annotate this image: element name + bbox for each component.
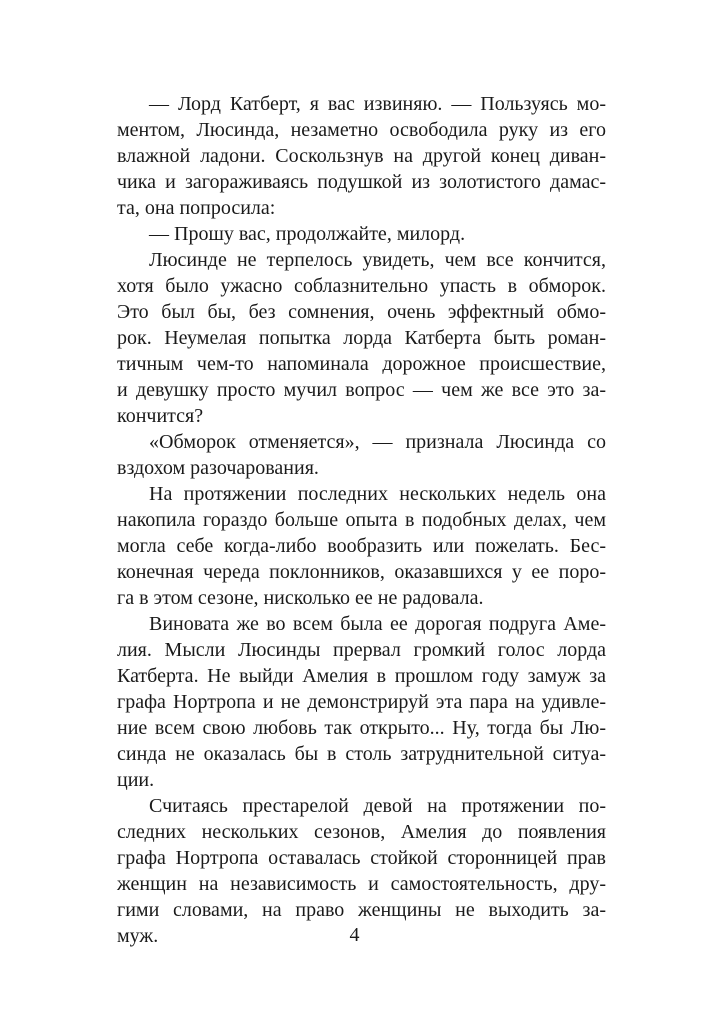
text-line: ние всем свою любовь так открыто... Ну, тогда бы Лю- [117, 717, 606, 739]
text-line: Виновата же во всем была ее дорогая подруга Аме- [149, 613, 606, 635]
text-line: рок. Неумелая попытка лорда Катберта быть роман- [117, 327, 606, 349]
text-line: графа Нортропа оставалась стойкой сторонницей прав [117, 847, 606, 869]
text-line: Считаясь престарелой девой на протяжении по- [149, 795, 606, 817]
text-line: муж. [117, 925, 159, 947]
text-line: хотя было ужасно соблазнительно упасть в обморок. [117, 275, 606, 297]
text-line: тичным чем-то напоминала дорожное происшествие, [117, 353, 606, 375]
text-line: Люсинде не терпелось увидеть, чем все кончится, [149, 249, 606, 271]
text-line: синда не оказалась бы в столь затруднительной ситуа- [117, 743, 606, 765]
text-line: следних нескольких сезонов, Амелия до появления [117, 821, 606, 843]
text-line: влажной ладони. Соскользнув на другой конец диван- [117, 145, 606, 167]
text-line: конечная череда поклонников, оказавшихся у ее поро- [117, 561, 606, 583]
text-line: графа Нортропа и не демонстрируй эта пара на удивле- [117, 691, 606, 713]
text-line: — Прошу вас, продолжайте, милорд. [149, 223, 466, 245]
body-text [117, 91, 606, 949]
text-line: Катберта. Не выйди Амелия в прошлом году замуж за [117, 665, 606, 687]
text-line: ментом, Люсинда, незаметно освободила руку из его [117, 119, 606, 141]
text-line: га в этом сезоне, нисколько ее не радовала. [117, 587, 484, 609]
text-line: кончится? [117, 405, 204, 427]
page-number: 4 [349, 924, 360, 946]
text-line: вздохом разочарования. [117, 457, 319, 479]
text-line: гими словами, на право женщины не выходить за- [117, 899, 606, 921]
text-line: чика и загораживаясь подушкой из золотистого дамас- [117, 171, 606, 193]
text-line: накопила гораздо больше опыта в подобных делах, чем [117, 509, 606, 531]
text-line: «Обморок отменяется», — признала Люсинда со [149, 431, 606, 453]
text-line: лия. Мысли Люсинды прервал громкий голос лорда [117, 639, 606, 661]
text-line: На протяжении последних нескольких недель она [149, 483, 606, 505]
text-line: ции. [117, 769, 155, 791]
text-line: и девушку просто мучил вопрос — чем же все это за- [117, 379, 606, 401]
text-line: та, она попросила: [117, 197, 276, 219]
text-line: Это был бы, без сомнения, очень эффектный обмо- [117, 301, 606, 323]
text-line: могла себе когда-либо вообразить или пожелать. Бес- [117, 535, 606, 557]
text-line: — Лорд Катберт, я вас извиняю. — Пользуясь мо- [149, 93, 606, 115]
text-line: женщин на независимость и самостоятельность, дру- [117, 873, 606, 895]
